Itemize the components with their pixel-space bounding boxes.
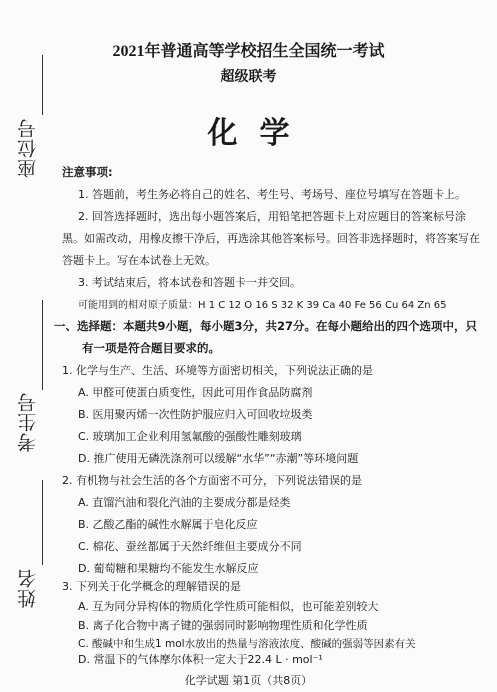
question-1-option-b: B. 医用聚丙烯一次性防护服应归入可回收垃圾类 [78,408,313,421]
question-3-option-d: D. 常温下的气体摩尔体积一定大于22.4 L · mol⁻¹ [78,653,323,666]
question-1-option-a: A. 甲醛可使蛋白质变性，因此可用作食品防腐剂 [78,386,313,399]
exam-number-label: 考生号 [17,392,39,452]
question-2-stem: 2. 有机物与社会生活的各个方面密不可分，下列说法错误的是 [62,474,362,487]
exam-number-line [42,300,43,390]
question-1-option-c: C. 玻璃加工企业利用氢氟酸的强酸性雕刻玻璃 [78,430,302,443]
note-item-2-line2: 黑。如需改动，用橡皮擦干净后，再选涂其他答案标号。回答非选择题时，将答案写在 [62,232,480,245]
seat-number-label: 座位号 [17,118,39,178]
question-2-option-d: D. 葡萄糖和果糖均不能发生水解反应 [78,562,259,575]
section-heading-line1: 一、选择题：本题共9小题，每小题3分，共27分。在每小题给出的四个选项中，只 [54,319,478,333]
note-item-1: 1. 答题前，考生务必将自己的姓名、考生号、考场号、座位号填写在答题卡上。 [78,188,466,201]
name-line [42,480,43,565]
notes-heading: 注意事项: [62,165,113,179]
question-1-stem: 1. 化学与生产、生活、环境等方面密切相关，下列说法正确的是 [62,364,373,377]
question-3-option-c: C. 酸碱中和生成1 mol水放出的热量与溶液浓度、酸碱的强弱等因素有关 [78,638,416,650]
question-2-option-c: C. 棉花、蚕丝都属于天然纤维但主要成分不同 [78,540,302,553]
note-item-3: 3. 考试结束后，将本试卷和答题卡一并交回。 [78,276,301,289]
question-2-option-a: A. 直馏汽油和裂化汽油的主要成分都是烃类 [78,496,291,509]
question-3-stem: 3. 下列关于化学概念的理解错误的是 [62,580,241,593]
note-item-2-line3: 答题卡上。写在本试卷上无效。 [62,254,216,267]
subject-title: 化学 [207,116,312,151]
exam-title: 2021年普通高等学校招生全国统一考试 [112,43,385,60]
atomic-mass-note: 可能用到的相对原子质量：H 1 C 12 O 16 S 32 K 39 Ca 40 Fe 56 Cu 64 Zn 65 [78,300,447,311]
exam-subtitle: 超级联考 [220,69,277,85]
question-2-option-b: B. 乙酸乙酯的碱性水解属于皂化反应 [78,518,258,531]
page-footer: 化学试题 第1页（共8页） [184,674,313,687]
name-label: 姓名 [17,568,39,608]
section-heading-line2: 有一项是符合题目要求的。 [82,341,220,355]
question-3-option-a: A. 互为同分异构体的物质化学性质可能相似，也可能差别较大 [78,600,379,613]
question-1-option-d: D. 推广使用无磷洗涤剂可以缓解“水华”“赤潮”等环境问题 [78,452,359,465]
note-item-2-line1: 2. 回答选择题时，选出每小题答案后，用铅笔把答题卡上对应题目的答案标号涂 [78,210,466,223]
question-3-option-b: B. 离子化合物中离子键的强弱同时影响物理性质和化学性质 [78,619,368,632]
